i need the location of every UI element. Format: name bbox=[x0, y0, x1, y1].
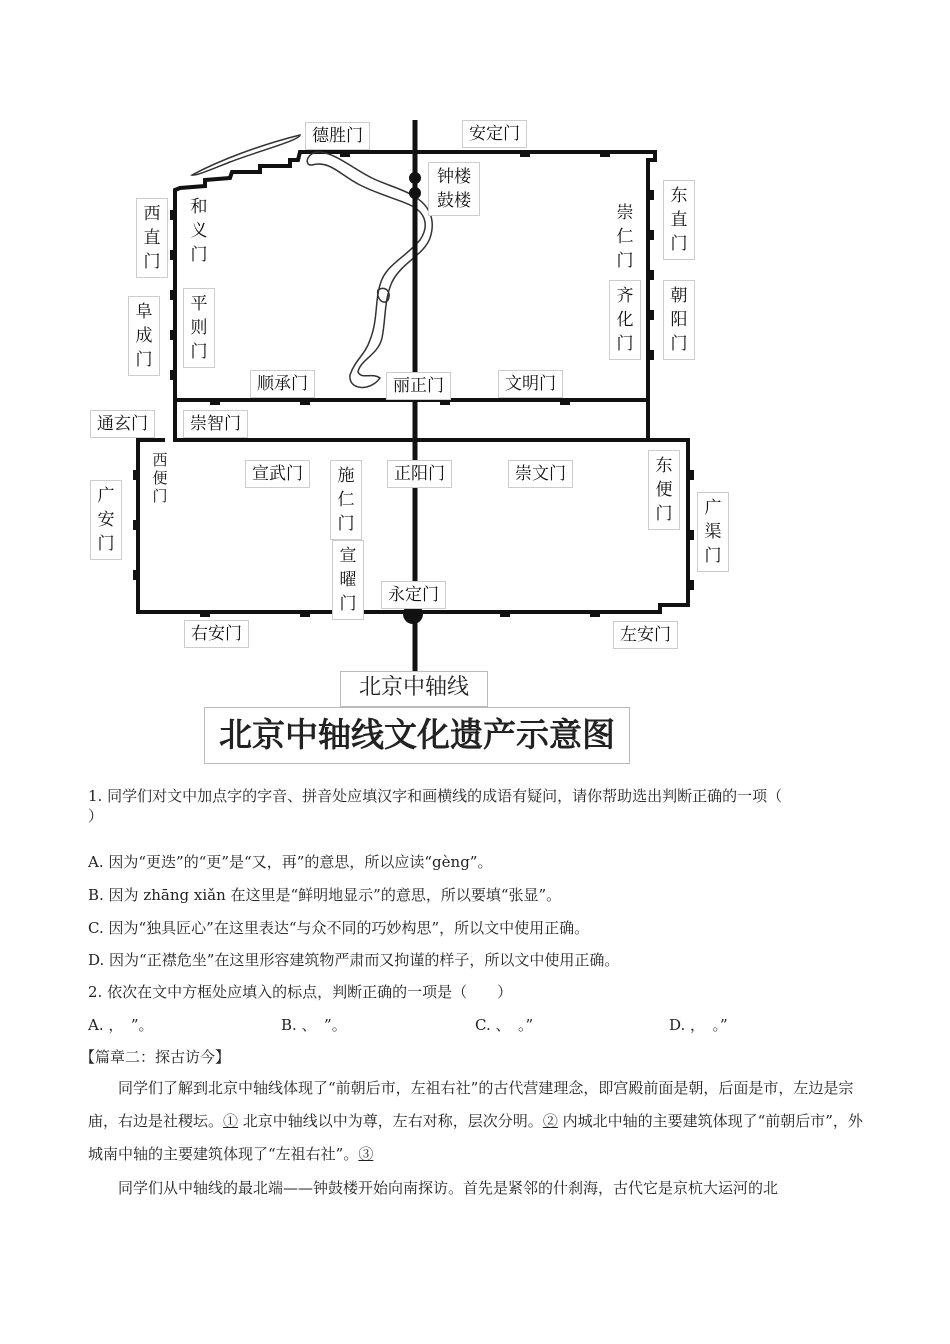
chapter-heading: 【篇章二：探古访今】 bbox=[80, 1048, 231, 1066]
gate-label-shirenmen: 施仁门 bbox=[330, 460, 362, 540]
gate-label-dongzhimen: 东直门 bbox=[663, 180, 695, 260]
gate-label-xuanyaomen: 宣曜门 bbox=[332, 540, 364, 620]
marker-3: ③ bbox=[358, 1145, 374, 1163]
gate-label-chongzhimen: 崇智门 bbox=[183, 410, 248, 438]
gate-label-zhonglou: 钟楼 bbox=[437, 167, 471, 187]
question-1-text: 1. 同学们对文中加点字的字音、拼音处应填汉字和画横线的成语有疑问，请你帮助选出判断正确的一项（ bbox=[88, 787, 783, 805]
question-2-stem: 2. 依次在文中方框处应填入的标点，判断正确的一项是（ ） bbox=[88, 983, 513, 1001]
q2-option-b: B. 、 ”。 bbox=[281, 1016, 347, 1034]
gate-label-qihuamen: 齐化门 bbox=[609, 280, 641, 360]
axis-label: 北京中轴线 bbox=[340, 671, 488, 707]
gate-label-yongdingmen: 永定门 bbox=[381, 581, 446, 609]
gate-label-guanganmen: 广安门 bbox=[90, 480, 122, 560]
gate-label-fuchengmen: 阜成门 bbox=[128, 296, 160, 376]
gate-label-tongxuanmen: 通玄门 bbox=[90, 410, 155, 438]
gate-label-chongrenmen: 崇仁门 bbox=[616, 203, 634, 271]
gate-label-pingzemen: 平则门 bbox=[183, 288, 215, 368]
gate-label-xizhimen: 西直门 bbox=[136, 198, 168, 278]
paragraph-1-a: 同学们了解到北京中轴线体现了“前朝后市，左祖右社”的古代营建理念，即宫殿前面是朝，后面是市，左边是宗庙，右边是社稷坛。 bbox=[88, 1079, 854, 1130]
gate-label-xibianmen: 西便门 bbox=[152, 451, 168, 505]
marker-2: ② bbox=[542, 1112, 558, 1130]
q2-option-d: D. ， 。” bbox=[669, 1016, 728, 1034]
drum-tower-dot bbox=[409, 187, 421, 199]
bell-drum-tower-label bbox=[428, 162, 480, 216]
q2-option-a: A. ， ”。 bbox=[88, 1016, 154, 1034]
map-title: 北京中轴线文化遗产示意图 bbox=[204, 707, 630, 764]
bell-tower-dot bbox=[409, 172, 421, 184]
gate-label-gulou: 鼓楼 bbox=[437, 191, 471, 211]
q1-option-a: A. 因为“更迭”的“更”是“又，再”的意思，所以应读“gèng”。 bbox=[88, 853, 493, 871]
gate-label-deshengmen: 德胜门 bbox=[305, 122, 370, 150]
gate-label-andingmen: 安定门 bbox=[462, 120, 527, 148]
question-1-stem bbox=[88, 786, 868, 826]
marker-1: ① bbox=[223, 1112, 239, 1130]
gate-label-chongwenmen: 崇文门 bbox=[508, 460, 573, 488]
paragraph-1-c: 内城北中轴的主要建筑体现了“前朝后市”，外城南中轴的主要建筑体现了“左祖右社”。 bbox=[88, 1112, 863, 1163]
gate-label-zhengyangmen: 正阳门 bbox=[387, 460, 452, 488]
q1-option-c: C. 因为“独具匠心”在这里表达“与众不同的巧妙构思”，所以文中使用正确。 bbox=[88, 919, 590, 937]
gate-label-chaoyangmen: 朝阳门 bbox=[663, 280, 695, 360]
paragraph-1 bbox=[88, 1072, 868, 1171]
q1-option-b: B. 因为 zhāng xiǎn 在这里是“鲜明地显示”的意思，所以要填“张显”。 bbox=[88, 886, 562, 904]
gate-label-shunchengmen: 顺承门 bbox=[250, 370, 315, 398]
gate-label-xuanwumen: 宣武门 bbox=[245, 460, 310, 488]
paragraph-1-b: 北京中轴线以中为尊，左右对称，层次分明。 bbox=[238, 1112, 543, 1130]
gate-label-wenmingmen: 文明门 bbox=[498, 370, 563, 398]
gate-label-guangqumen: 广渠门 bbox=[697, 492, 729, 572]
lake-outline bbox=[192, 135, 432, 387]
q1-option-d: D. 因为“正襟危坐”在这里形容建筑物严肃而又拘谨的样子，所以文中使用正确。 bbox=[88, 951, 620, 969]
gate-label-youanmen: 右安门 bbox=[184, 620, 249, 648]
gate-label-dongbianmen: 东便门 bbox=[648, 450, 680, 530]
gate-label-heyimen: 和义门 bbox=[190, 197, 208, 265]
question-1-end: ） bbox=[88, 807, 104, 825]
gate-label-lizhengmen: 丽正门 bbox=[386, 372, 451, 400]
paragraph-2: 同学们从中轴线的最北端——钟鼓楼开始向南探访。首先是紧邻的什刹海，古代它是京杭大运河的北 bbox=[118, 1179, 779, 1197]
q2-option-c: C. 、 。” bbox=[475, 1016, 534, 1034]
gate-label-zuoanmen: 左安门 bbox=[613, 621, 678, 649]
